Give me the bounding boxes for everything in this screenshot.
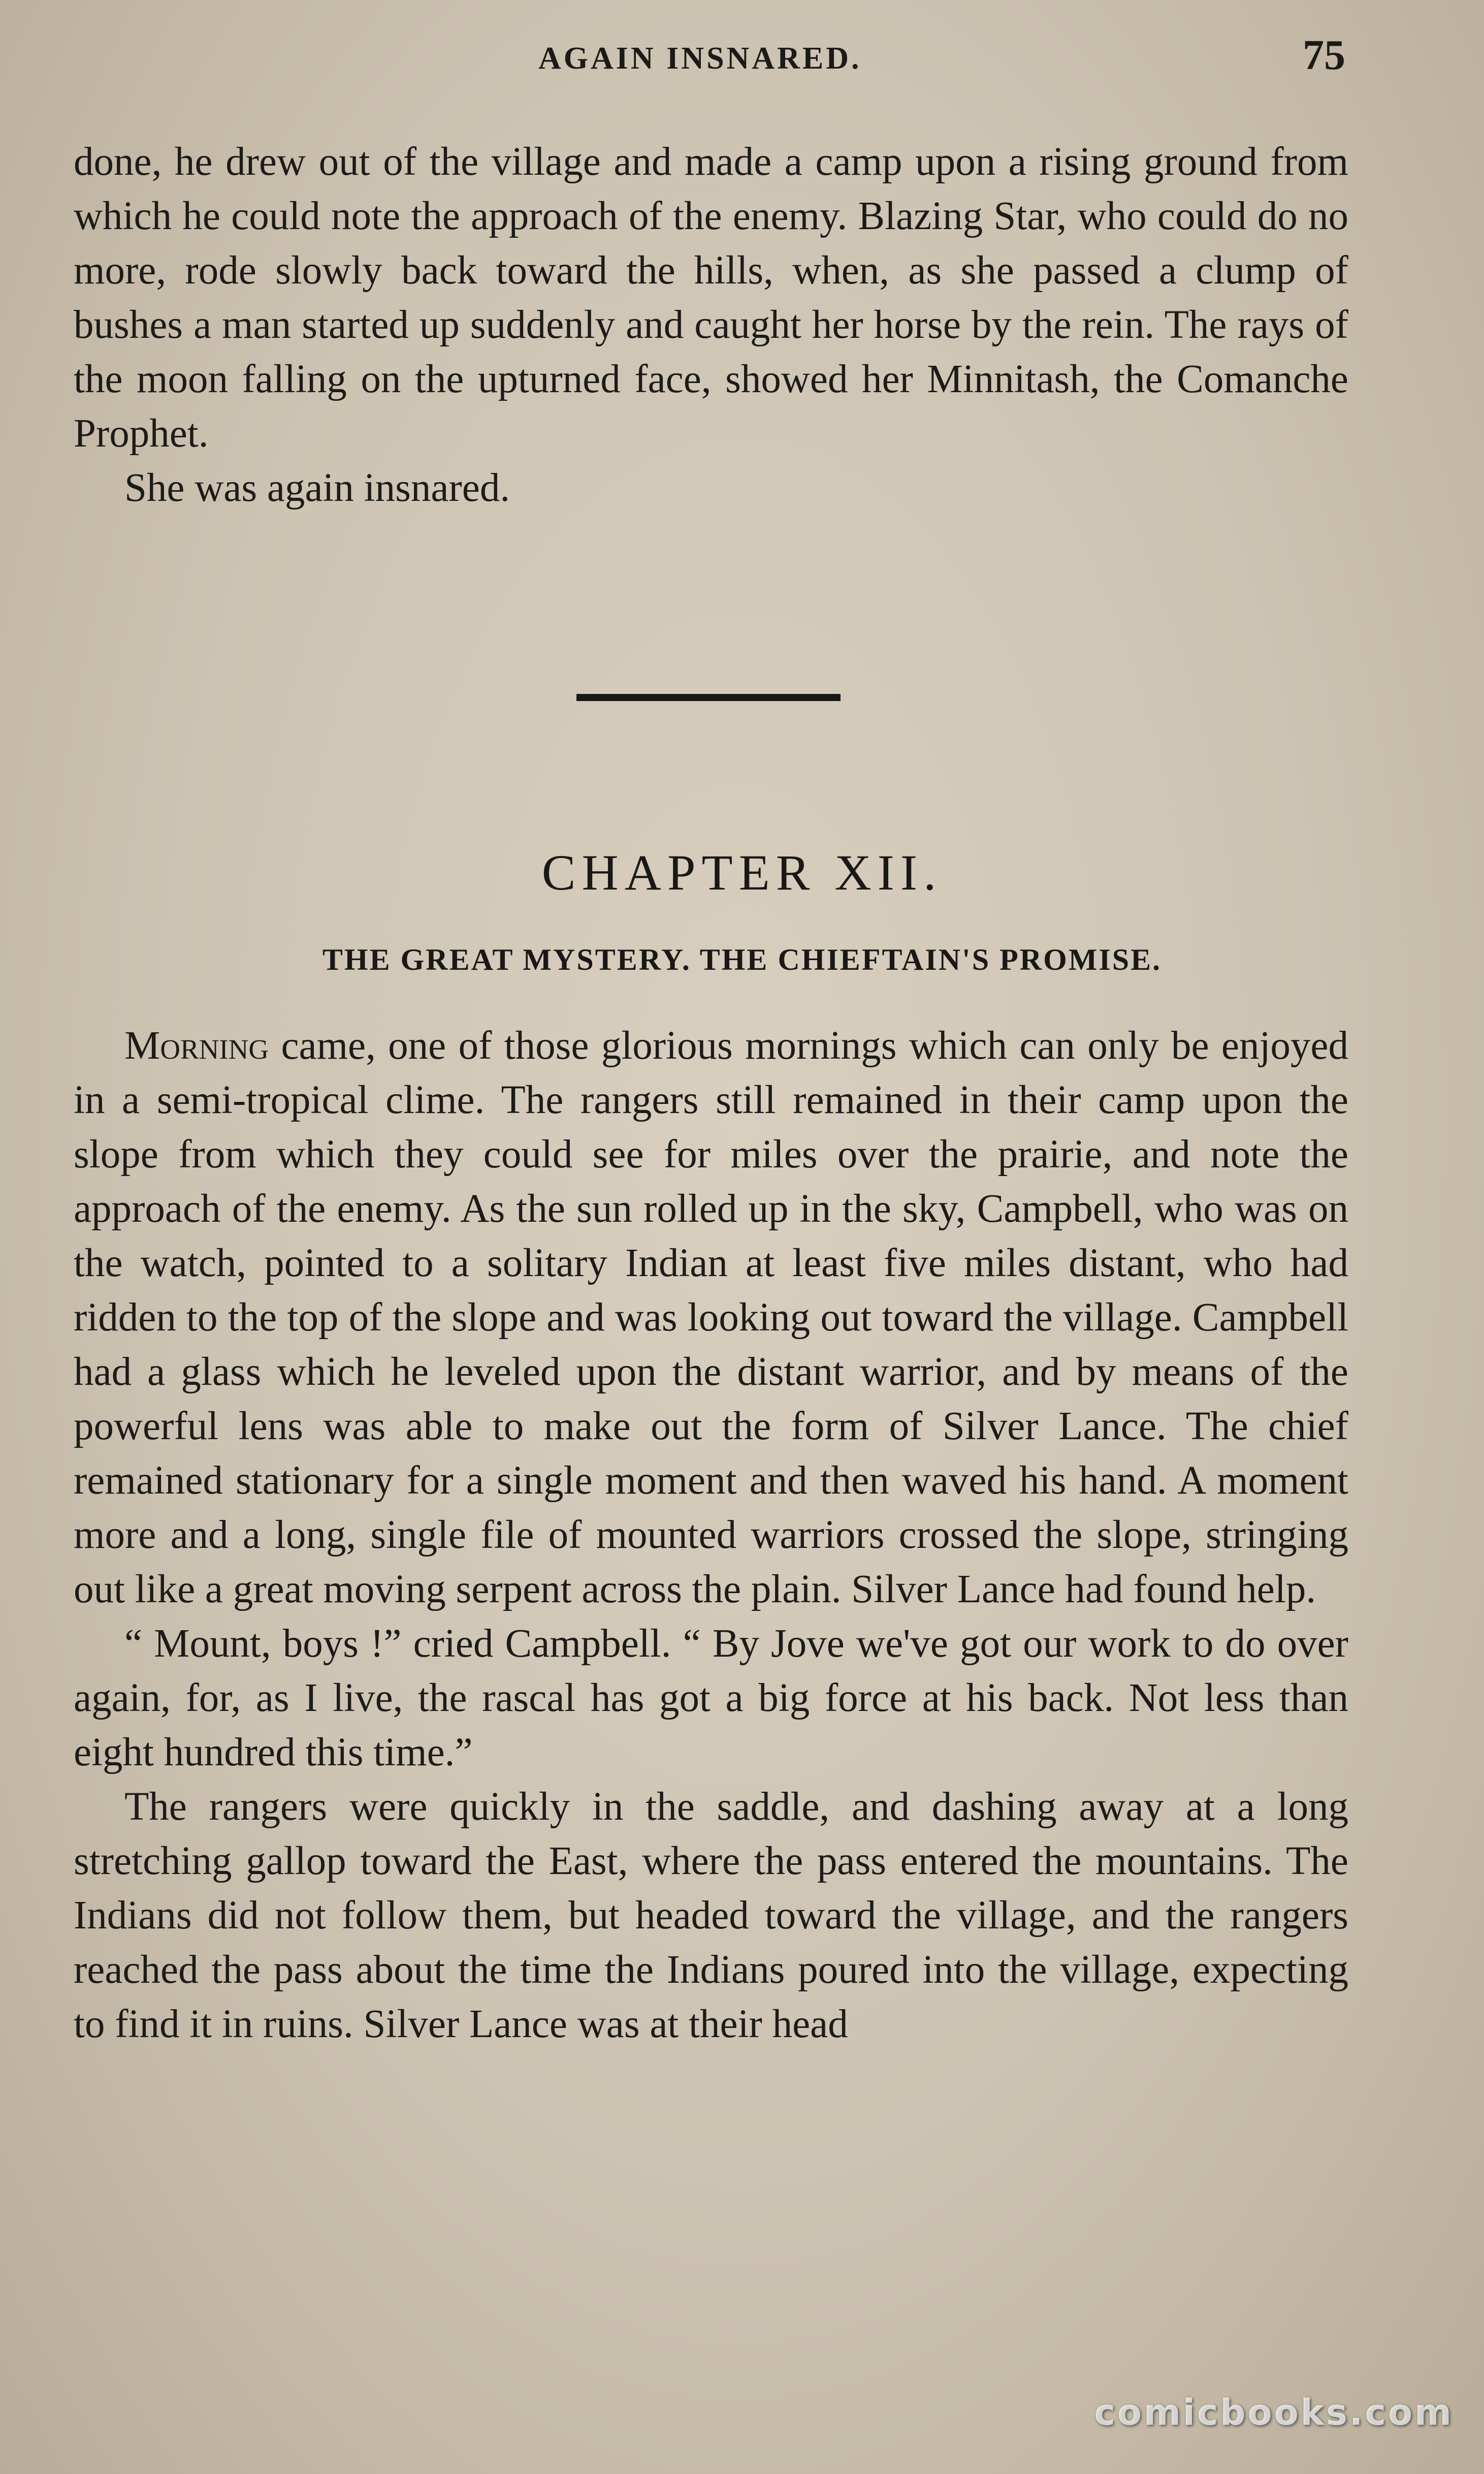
paragraph-text: came, one of those glorious mornings which can only be enjoyed in a semi-tropical clime. The rangers still remained in their camp upon the slope from which they could see for miles over the prairie, and note the approach of the enemy. As the sun rolled up in the sky, Campbell, who was on the watch, pointed to a solitary Indian at least five miles distant, who had ridden to the top of the slope and was looking out toward the village. Campbell had a glass which he leveled upon the distant warrior, and by means of the powerful lens was able to make out the form of Silver Lance. The chief remained stationary for a single moment and then waved his hand. A moment more and a long, single file of mounted warriors crossed the slope, stringing out like a great moving serpent across the plain. Silver Lance had found help. — [74, 1024, 1348, 1611]
paragraph-lead-word: Morning — [124, 1024, 269, 1068]
main-text-block — [74, 1019, 1348, 2051]
section-divider — [576, 694, 841, 701]
chapter-subtitle: THE GREAT MYSTERY. THE CHIEFTAIN'S PROMISE. — [322, 943, 1162, 976]
paragraph: She was again insnared. — [124, 466, 510, 510]
paragraph: The rangers were quickly in the saddle, and dashing away at a long stretching gallop toward the East, where the pass entered the mountains. The Indians did not follow them, but headed toward the village, and the rangers reached the pass about the time the Indians poured into the village, expecting to find it in ruins. Silver Lance was at their head — [74, 1785, 1348, 2046]
chapter-title: CHAPTER XII. — [541, 844, 943, 901]
paragraph: done, he drew out of the village and made a camp upon a rising ground from which he could note the approach of the enemy. Blazing Star, who could do no more, rode slowly back toward the hills, when, as she passed a clump of bushes a man started up suddenly and caught her horse by the rein. The rays of the moon falling on the upturned face, showed her Minnitash, the Comanche Prophet. — [74, 140, 1348, 456]
paragraph — [74, 1019, 1348, 1616]
paragraph: “ Mount, boys !” cried Campbell. “ By Jove we've got our work to do over again, for, as I live, the rascal has got a big force at his back. Not less than eight hundred this time.” — [74, 1622, 1348, 1774]
page-number: 75 — [1303, 31, 1345, 79]
watermark: comicbooks.com — [1094, 2392, 1454, 2433]
running-head: AGAIN INSNARED. — [538, 41, 862, 76]
top-text-block — [74, 135, 1348, 515]
